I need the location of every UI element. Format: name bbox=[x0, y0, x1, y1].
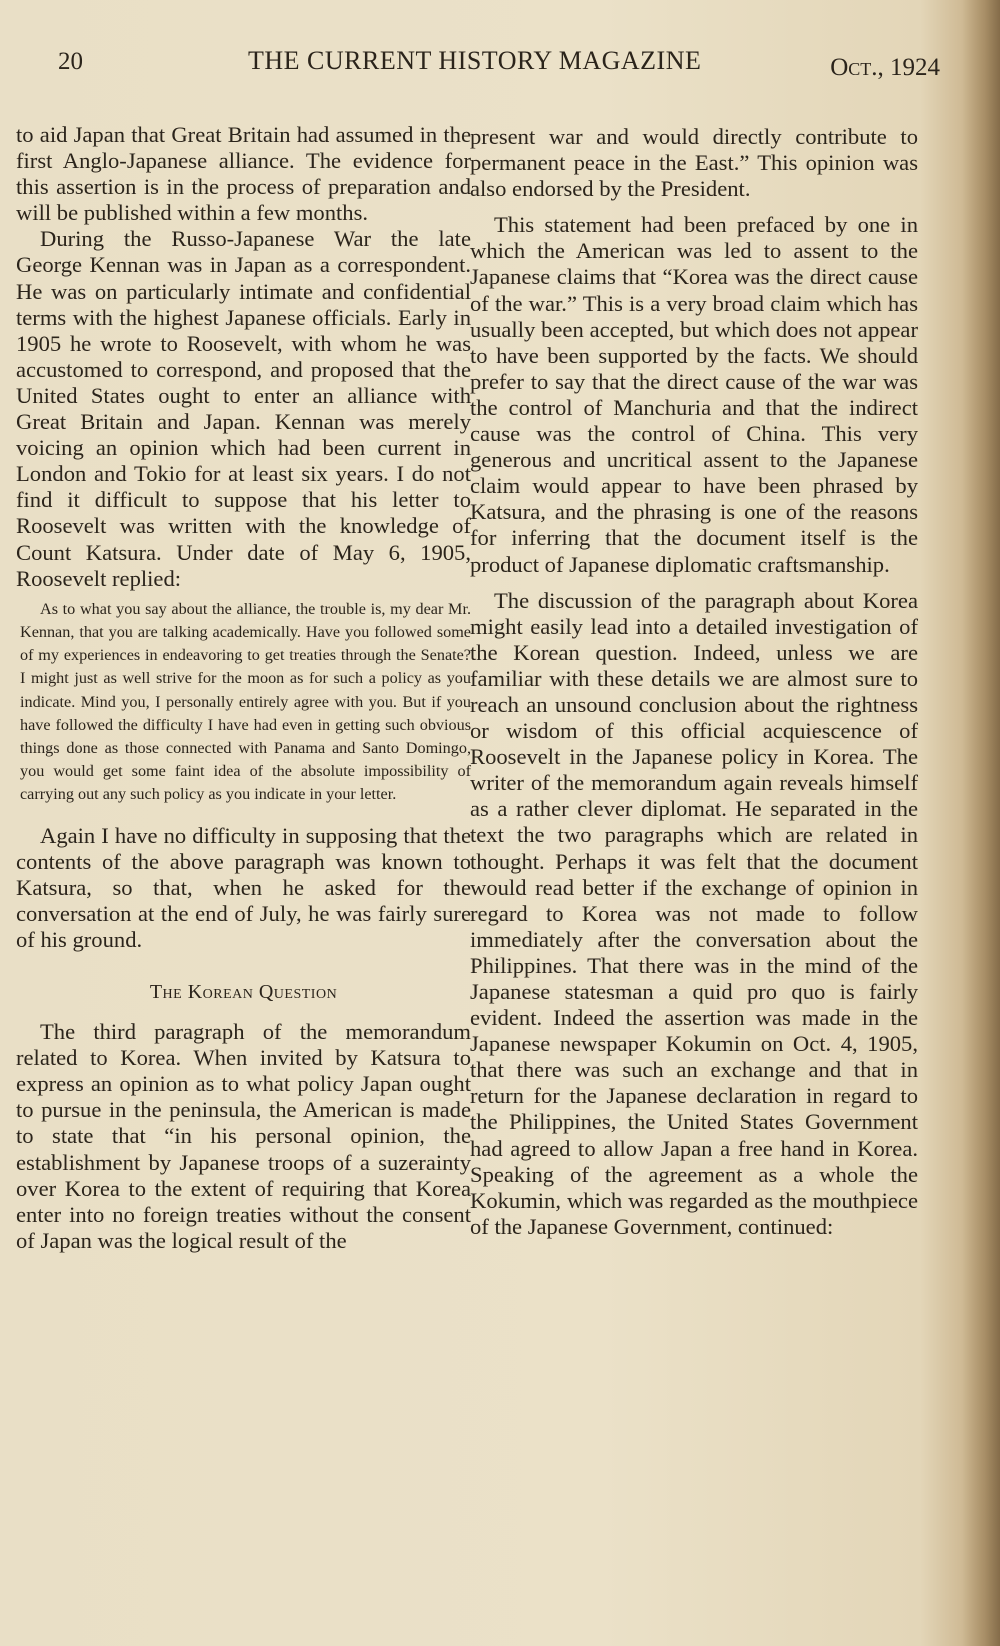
running-header bbox=[58, 46, 940, 86]
magazine-title: THE CURRENT HISTORY MAGAZINE bbox=[248, 46, 702, 75]
page-number: 20 bbox=[58, 48, 83, 75]
paragraph: The third paragraph of the memorandum related to Korea. When invited by Katsura to express an opinion as to what policy Japan ought to pursue in the peninsula, the American is made to state that “in his personal opinion, the establishment by Japanese troops of a suzerainty over Korea to the extent of requiring that Korea enter into no foreign treaties without the consent of Japan was the logical result of the bbox=[16, 1019, 471, 1253]
left-column bbox=[16, 122, 471, 1254]
paragraph: present war and would directly contribute to permanent peace in the East.” This opinion was also endorsed by the President. bbox=[470, 124, 918, 202]
paragraph: During the Russo-Japanese War the late George Kennan was in Japan as a correspondent. He was on particularly intimate and confidential terms with the highest Japanese officials. Early in 1905 he wrote to Roosevelt, with whom he was accustomed to correspond, and proposed that the United States ought to enter an alliance with Great Britain and Japan. Kennan was merely voicing an opinion which had been current in London and Tokio for at least six years. I do not find it difficult to suppose that his letter to Roosevelt was written with the knowledge of Count Katsura. Under date of May 6, 1905, Roosevelt replied: bbox=[16, 226, 471, 591]
block-quote: As to what you say about the alliance, the trouble is, my dear Mr. Kennan, that you are talking academically. Have you followed some of my experiences in endeavoring to get treaties through the Senate? I might just as well strive for the moon as for such a policy as you indicate. Mind you, I personally entirely agree with you. But if you have followed the difficulty I have had even in getting such obvious things done as those connected with Panama and Santo Domingo, you would get some faint idea of the absolute impossibility of carrying out any such policy as you indicate in your letter. bbox=[20, 599, 471, 804]
issue-date: Oct., 1924 bbox=[830, 54, 940, 81]
paragraph: This statement had been prefaced by one in which the American was led to assent to the Japanese claims that “Korea was the direct cause of the war.” This is a very broad claim which has usually been accepted, but which does not appear to have been supported by the facts. We should prefer to say that the direct cause of the war was the control of Manchuria and that the indirect cause was the control of China. This very generous and uncritical assent to the Japanese claim would appear to have been phrased by Katsura, and the phrasing is one of the reasons for inferring that the document itself is the product of Japanese diplomatic craftsmanship. bbox=[470, 212, 918, 577]
right-column bbox=[470, 124, 918, 1240]
paragraph: to aid Japan that Great Britain had assumed in the first Anglo-Japanese alliance. The evidence for this assertion is in the process of preparation and will be published within a few months. bbox=[16, 122, 471, 226]
paragraph: The discussion of the paragraph about Korea might easily lead into a detailed investigation of the Korean question. Indeed, unless we are familiar with these details we are almost sure to reach an unsound conclusion about the rightness or wisdom of this official acquiescence of Roosevelt in the Japanese policy in Korea. The writer of the memorandum again reveals himself as a rather clever diplomat. He separated in the text the two paragraphs which are related in thought. Perhaps it was felt that the document would read better if the exchange of opinion in regard to Korea was not made to follow immediately after the conversation about the Philippines. That there was in the mind of the Japanese statesman a quid pro quo is fairly evident. Indeed the assertion was made in the Japanese newspaper Kokumin on Oct. 4, 1905, that there was such an exchange and that in return for the Japanese declaration in regard to the Philippines, the United States Government had agreed to allow Japan a free hand in Korea. Speaking of the agreement as a whole the Kokumin, which was regarded as the mouthpiece of the Japanese Government, continued: bbox=[470, 587, 918, 1239]
section-heading: The Korean Question bbox=[149, 980, 338, 1003]
page-edge-shadow bbox=[962, 0, 1000, 1646]
paragraph: Again I have no difficulty in supposing that the contents of the above paragraph was known to Katsura, so that, when he asked for the conversation at the end of July, he was fairly sure of his ground. bbox=[16, 822, 471, 952]
